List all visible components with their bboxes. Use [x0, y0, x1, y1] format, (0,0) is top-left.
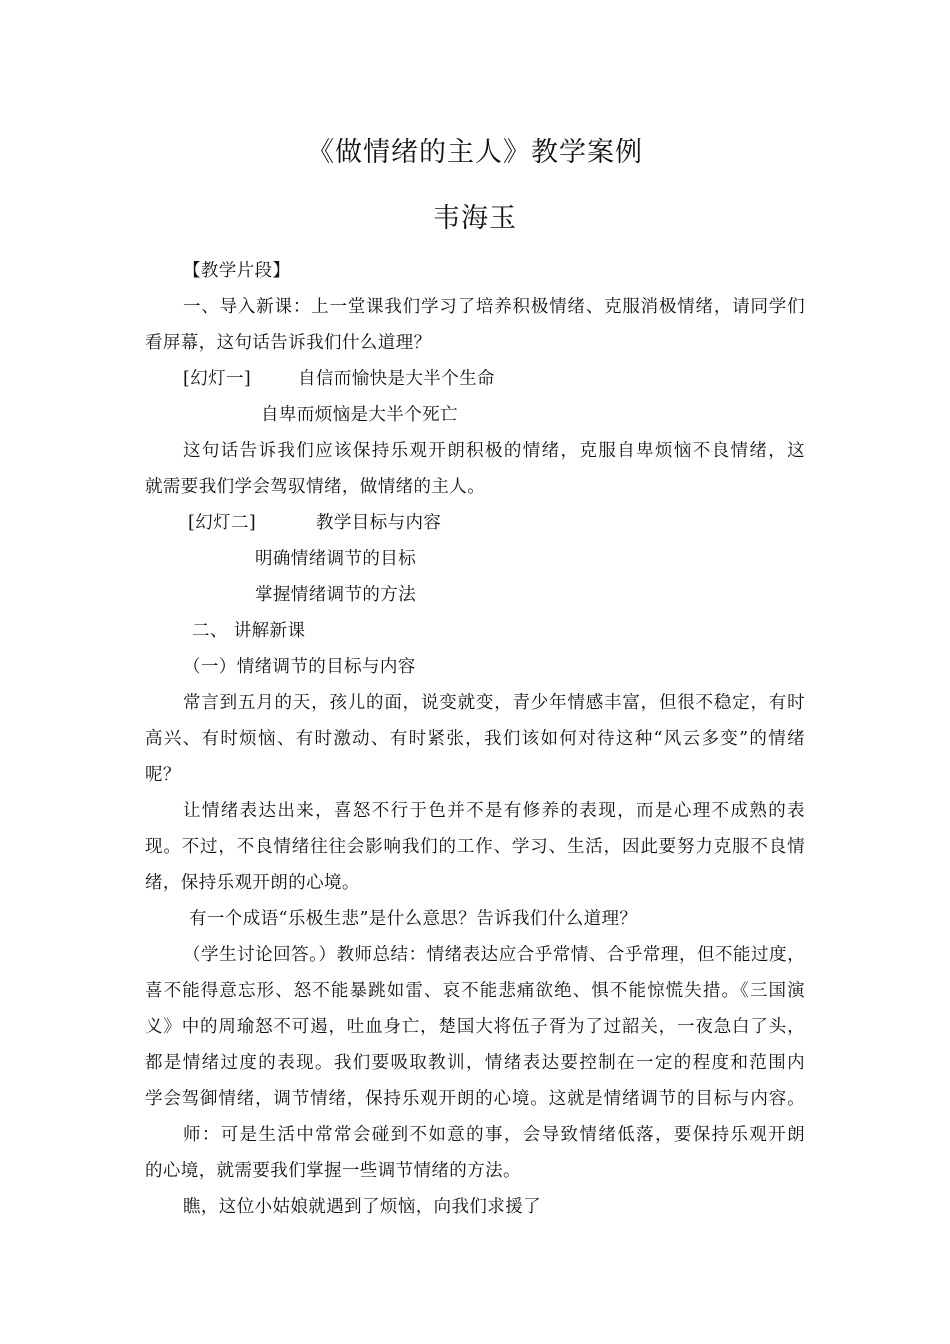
para4-line-4: 都是情绪过度的表现。我们要吸取教训，情绪表达要控制在一定的程度和范围内: [145, 1053, 805, 1073]
para4-line-5: 学会驾御情绪，调节情绪，保持乐观开朗的心境。这就是情绪调节的目标与内容。: [145, 1089, 805, 1109]
section-2-heading: 二、 讲解新课: [192, 621, 306, 641]
para2-line-3: 呢？: [145, 765, 181, 785]
subsection-1-heading: （一）情绪调节的目标与内容: [183, 657, 416, 677]
para5-line-2: 的心境，就需要我们掌握一些调节情绪的方法。: [145, 1161, 521, 1181]
author-name: 韦海玉: [433, 203, 517, 234]
slide1-line-1: 自信而愉快是大半个生命: [298, 369, 495, 389]
para1-line-1: 这句话告诉我们应该保持乐观开朗积极的情绪，克服自卑烦恼不良情绪，这: [183, 441, 805, 461]
para2-line-2: 高兴、有时烦恼、有时激动、有时紧张，我们该如何对待这种“风云多变”的情绪: [145, 729, 805, 749]
para5-line-1: 师：可是生活中常常会碰到不如意的事，会导致情绪低落，要保持乐观开朗: [183, 1125, 805, 1145]
slide1-line-2: 自卑而烦恼是大半个死亡: [261, 405, 458, 425]
intro-line-2: 看屏幕，这句话告诉我们什么道理？: [145, 333, 432, 353]
para4-line-3: 义》中的周瑜怒不可遏，吐血身亡，楚国大将伍子胥为了过韶关，一夜急白了头，: [145, 1017, 805, 1037]
slide1-label: [幻灯一]: [183, 369, 252, 389]
slide2-item-2: 掌握情绪调节的方法: [255, 585, 417, 605]
para4-line-2: 喜不能得意忘形、怒不能暴跳如雷、哀不能悲痛欲绝、惧不能惊慌失措。《三国演: [145, 981, 805, 1001]
para6-line: 瞧，这位小姑娘就遇到了烦恼，向我们求援了: [183, 1197, 541, 1217]
section-tag: 【教学片段】: [183, 261, 291, 281]
para3-line-2: 现。不过，不良情绪往往会影响我们的工作、学习、生活，因此要努力克服不良情: [145, 837, 805, 857]
slide2-item-1: 明确情绪调节的目标: [255, 549, 417, 569]
slide2-heading: 教学目标与内容: [316, 513, 442, 533]
para2-line-1: 常言到五月的天，孩儿的面，说变就变，青少年情感丰富，但很不稳定，有时: [183, 693, 805, 713]
intro-line-1: 一、导入新课：上一堂课我们学习了培养积极情绪、克服消极情绪，请同学们: [183, 297, 805, 317]
question-line: 有一个成语“乐极生悲”是什么意思？告诉我们什么道理？: [189, 909, 638, 929]
para3-line-1: 让情绪表达出来，喜怒不行于色并不是有修养的表现，而是心理不成熟的表: [183, 801, 805, 821]
para4-line-1: （学生讨论回答。）教师总结：情绪表达应合乎常情、合乎常理，但不能过度，: [183, 945, 805, 965]
para1-line-2: 就需要我们学会驾驭情绪，做情绪的主人。: [145, 477, 486, 497]
document-title: 《做情绪的主人》教学案例: [307, 137, 643, 168]
para3-line-3: 绪，保持乐观开朗的心境。: [145, 873, 360, 893]
slide2-label: [幻灯二]: [188, 513, 257, 533]
